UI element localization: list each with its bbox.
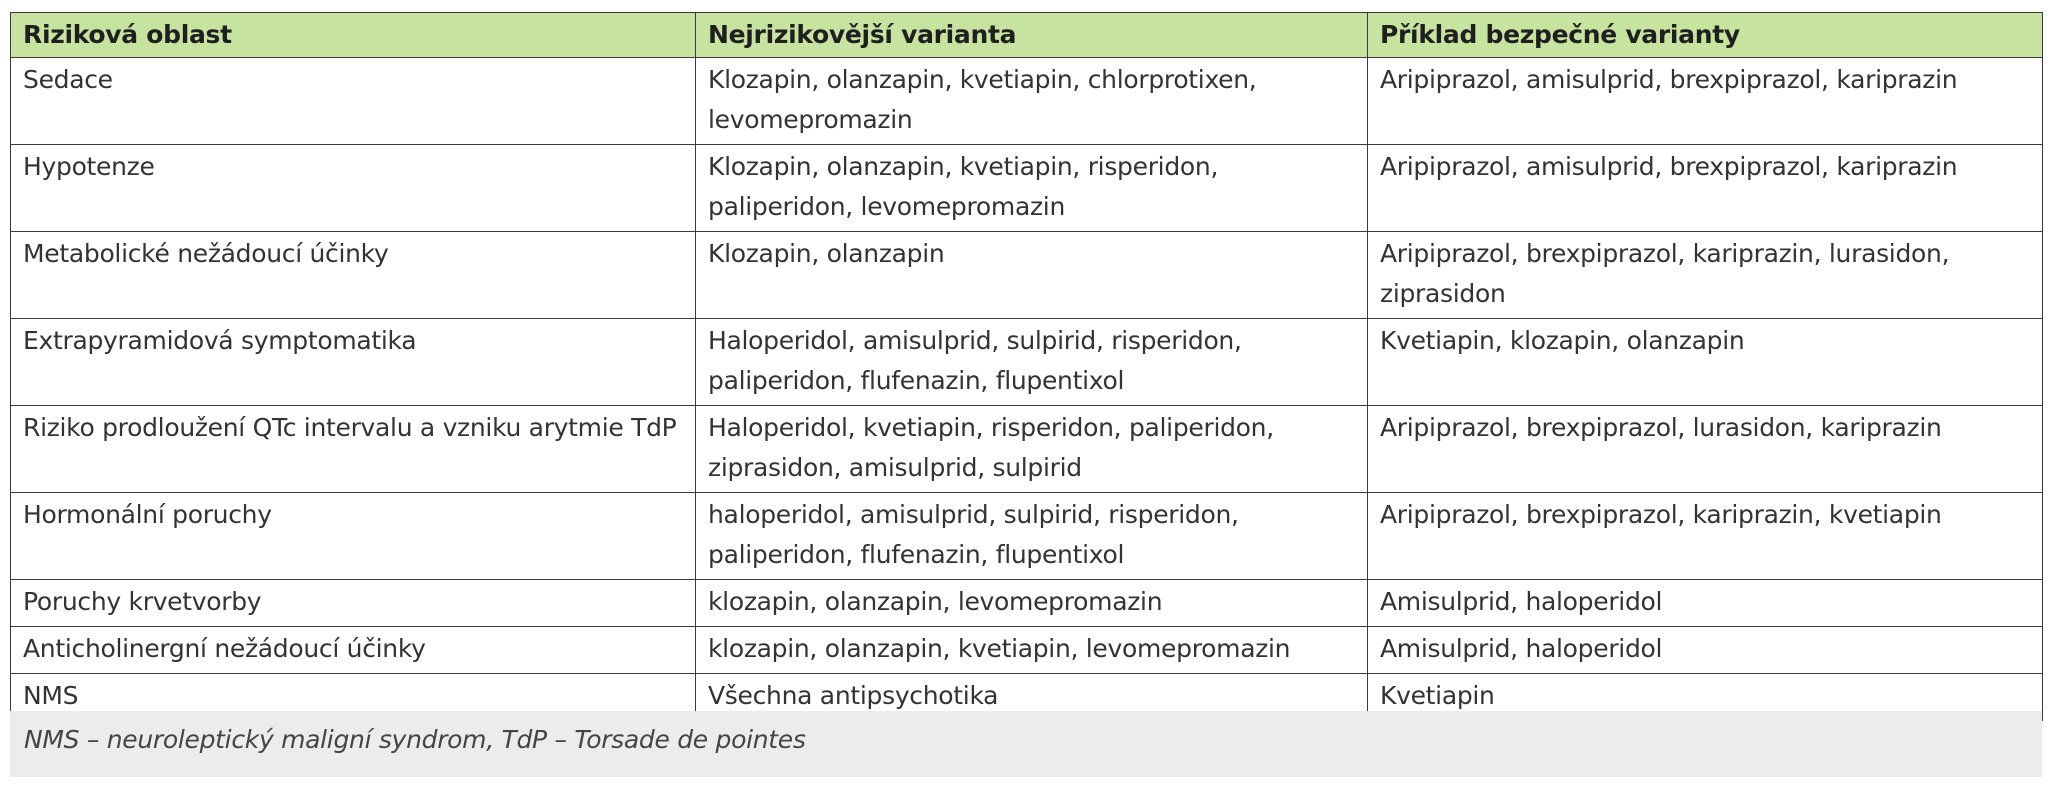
cell-safe: Amisulprid, haloperidol: [1368, 580, 2043, 627]
header-risk-area: Riziková oblast: [11, 13, 696, 58]
table-row: [11, 58, 2043, 145]
cell-risk-area: Metabolické nežádoucí účinky: [11, 232, 696, 319]
antipsychotic-risk-table: [10, 12, 2043, 721]
risk-table-container: [10, 12, 2042, 721]
table-row: [11, 580, 2043, 627]
cell-riskiest: haloperidol, amisulprid, sulpirid, risperidon, paliperidon, flufenazin, flupentixol: [696, 493, 1368, 580]
header-riskiest-variant: Nejrizikovější varianta: [696, 13, 1368, 58]
cell-risk-area: Hypotenze: [11, 145, 696, 232]
table-header: [11, 13, 2043, 58]
cell-safe: Kvetiapin: [1368, 674, 2043, 721]
cell-safe: Aripiprazol, amisulprid, brexpiprazol, kariprazin: [1368, 58, 2043, 145]
table-row: [11, 232, 2043, 319]
header-safe-variant: Příklad bezpečné varianty: [1368, 13, 2043, 58]
cell-risk-area: Anticholinergní nežádoucí účinky: [11, 627, 696, 674]
cell-risk-area: Sedace: [11, 58, 696, 145]
cell-riskiest: Všechna antipsychotika: [696, 674, 1368, 721]
cell-riskiest: Haloperidol, kvetiapin, risperidon, paliperidon, ziprasidon, amisulprid, sulpirid: [696, 406, 1368, 493]
cell-riskiest: klozapin, olanzapin, kvetiapin, levomepromazin: [696, 627, 1368, 674]
table-row: [11, 145, 2043, 232]
header-row: [11, 13, 2043, 58]
cell-safe: Aripiprazol, brexpiprazol, kariprazin, kvetiapin: [1368, 493, 2043, 580]
cell-riskiest: Klozapin, olanzapin, kvetiapin, risperidon, paliperidon, levomepromazin: [696, 145, 1368, 232]
cell-risk-area: Riziko prodloužení QTc intervalu a vzniku arytmie TdP: [11, 406, 696, 493]
table-footnote: NMS – neuroleptický maligní syndrom, TdP – Torsade de pointes: [10, 711, 2042, 777]
cell-safe: Kvetiapin, klozapin, olanzapin: [1368, 319, 2043, 406]
cell-risk-area: Poruchy krvetvorby: [11, 580, 696, 627]
cell-riskiest: Haloperidol, amisulprid, sulpirid, risperidon, paliperidon, flufenazin, flupentixol: [696, 319, 1368, 406]
table-body: [11, 58, 2043, 721]
cell-safe: Amisulprid, haloperidol: [1368, 627, 2043, 674]
cell-risk-area: Hormonální poruchy: [11, 493, 696, 580]
table-row: [11, 493, 2043, 580]
top-clipped-strip: [0, 0, 2065, 12]
cell-safe: Aripiprazol, brexpiprazol, lurasidon, kariprazin: [1368, 406, 2043, 493]
cell-safe: Aripiprazol, amisulprid, brexpiprazol, kariprazin: [1368, 145, 2043, 232]
cell-risk-area: Extrapyramidová symptomatika: [11, 319, 696, 406]
table-row: [11, 406, 2043, 493]
table-row: [11, 627, 2043, 674]
cell-riskiest: Klozapin, olanzapin, kvetiapin, chlorprotixen, levomepromazin: [696, 58, 1368, 145]
cell-riskiest: Klozapin, olanzapin: [696, 232, 1368, 319]
table-row: [11, 319, 2043, 406]
cell-riskiest: klozapin, olanzapin, levomepromazin: [696, 580, 1368, 627]
cell-safe: Aripiprazol, brexpiprazol, kariprazin, lurasidon, ziprasidon: [1368, 232, 2043, 319]
cell-risk-area: NMS: [11, 674, 696, 721]
